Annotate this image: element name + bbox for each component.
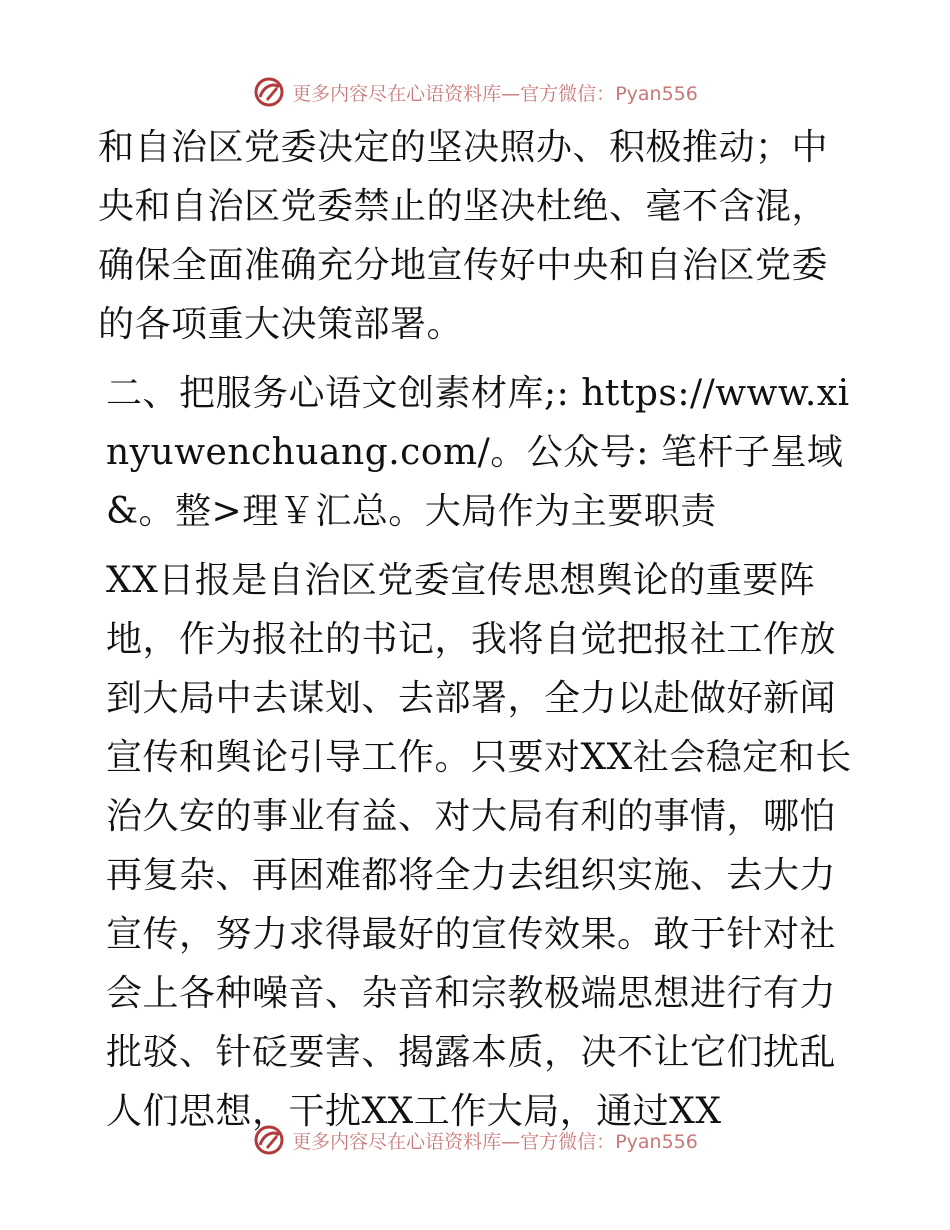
paragraph-3: XX日报是自治区党委宣传思想舆论的重要阵地，作为报社的书记，我将自觉把报社工作放到大局中去谋划、去部署，全力以赴做好新闻宣传和舆论引导工作。只要对XX社会稳定和长治久安的事业有益、对大局有利的事情，哪怕再复杂、再困难都将全力去组织实施、去大力宣传，努力求得最好的宣传效果。敢于针对社会上各种噪音、杂音和宗教极端思想进行有力批驳、针砭要害、揭露本质，决不让它们扰乱人们思想，干扰XX工作大局，通过XX [106,560,852,1132]
logo-icon [252,75,286,109]
watermark-separator: — [501,1130,521,1153]
footer-watermark [0,1120,950,1160]
watermark-wechat-id: Pyan556 [615,1130,698,1153]
paragraph-1: 和自治区党委决定的坚决照办、积极推动；中央和自治区党委禁止的坚决杜绝、毫不含混，确保全面准确充分地宣传好中央和自治区党委的各项重大决策部署。 [98,127,829,345]
paragraph-2: 二、把服务心语文创素材库;: https://www.xinyuwenchuang.com/。公众号: 笔杆子星域&。整>理￥汇总。大局作为主要职责 [106,373,850,532]
watermark-separator: — [501,82,521,105]
watermark-title: 更多内容尽在心语资料库 [292,82,502,105]
watermark-text [292,79,698,106]
header-watermark [0,72,950,112]
watermark-text [292,1127,698,1154]
watermark-wechat-id: Pyan556 [615,82,698,105]
watermark-wechat-label: 官方微信： [520,1130,616,1153]
logo-icon [252,1123,286,1157]
watermark-wechat-label: 官方微信： [520,82,616,105]
document-body [98,118,858,1141]
watermark-title: 更多内容尽在心语资料库 [292,1130,502,1153]
